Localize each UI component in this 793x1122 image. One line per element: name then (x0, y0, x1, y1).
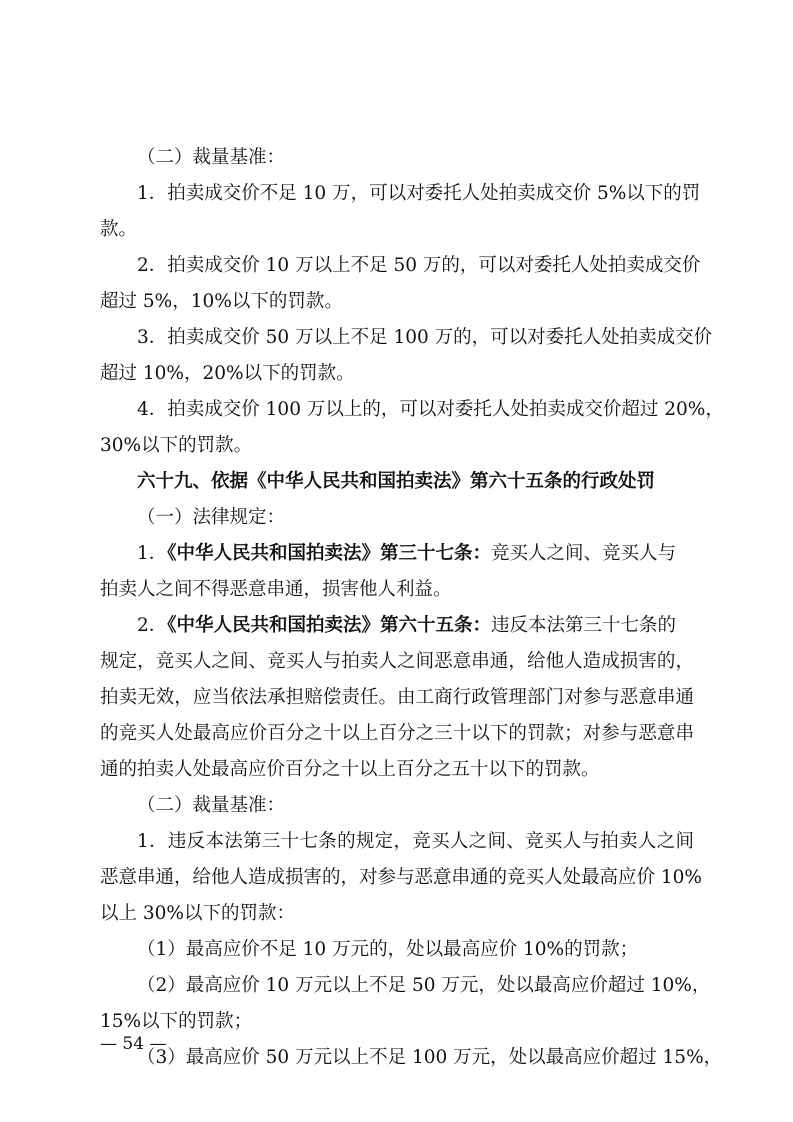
law-article-title: 《中华人民共和国拍卖法》第六十五条： (167, 615, 492, 636)
paragraph-line: 15%以下的罚款； (100, 1011, 253, 1032)
paragraph-line: 4．拍卖成交价 100 万以上的，可以对委托人处拍卖成交价超过 20%， (137, 399, 724, 420)
paragraph-line: 2．拍卖成交价 10 万以上不足 50 万的，可以对委托人处拍卖成交价 (137, 255, 701, 276)
paragraph-line: （2）最高应价 10 万元以上不足 50 万元，处以最高应价超过 10%， (137, 975, 711, 996)
law-article-text: 竞买人之间、竞买人与 (491, 543, 677, 564)
paragraph-line: 规定，竞买人之间、竞买人与拍卖人之间恶意串通，给他人造成损害的， (100, 651, 694, 672)
paragraph-line: 超过 10%，20%以下的罚款。 (100, 363, 355, 384)
paragraph-line: 超过 5%，10%以下的罚款。 (100, 291, 343, 312)
paragraph-line: 3．拍卖成交价 50 万以上不足 100 万的，可以对委托人处拍卖成交价 (137, 327, 713, 348)
paragraph-line (137, 542, 694, 566)
paragraph-line: 的竞买人处最高应价百分之十以上百分之三十以下的罚款；对参与恶意串 (100, 723, 694, 744)
paragraph-line: 款。 (100, 219, 138, 240)
law-article-text: 违反本法第三十七条的 (491, 615, 677, 636)
paragraph-line: （1）最高应价不足 10 万元的，处以最高应价 10%的罚款； (137, 939, 639, 960)
law-article-title: 《中华人民共和国拍卖法》第三十七条： (167, 543, 492, 564)
paragraph-line: （3）最高应价 50 万元以上不足 100 万元，处以最高应价超过 15%， (137, 1047, 723, 1068)
paragraph-line: 通的拍卖人处最高应价百分之十以上百分之五十以下的罚款。 (100, 759, 600, 780)
paragraph-line: 1．违反本法第三十七条的规定，竞买人之间、竞买人与拍卖人之间 (137, 831, 694, 852)
page-number: — 54 — (100, 1034, 167, 1054)
item-number: 2． (137, 615, 168, 636)
paragraph-line: 拍卖人之间不得恶意串通，损害他人利益。 (100, 579, 452, 600)
paragraph-line: 1．拍卖成交价不足 10 万，可以对委托人处拍卖成交价 5%以下的罚 (137, 183, 701, 204)
subheading-discretion-standard: （二）裁量基准： (137, 795, 286, 816)
item-number: 1． (137, 543, 168, 564)
section-heading: 六十九、依据《中华人民共和国拍卖法》第六十五条的行政处罚 (137, 471, 656, 492)
paragraph-line (137, 614, 694, 638)
paragraph-line: 30%以下的罚款。 (100, 435, 253, 456)
subheading-discretion-standard: （二）裁量基准： (137, 147, 286, 168)
paragraph-line: 以上 30%以下的罚款： (100, 903, 296, 924)
paragraph-line: 拍卖无效，应当依法承担赔偿责任。由工商行政管理部门对参与恶意串通 (100, 687, 694, 708)
subheading-legal-provisions: （一）法律规定： (137, 507, 286, 528)
paragraph-line: 恶意串通，给他人造成损害的，对参与恶意串通的竞买人处最高应价 10% (100, 867, 703, 888)
